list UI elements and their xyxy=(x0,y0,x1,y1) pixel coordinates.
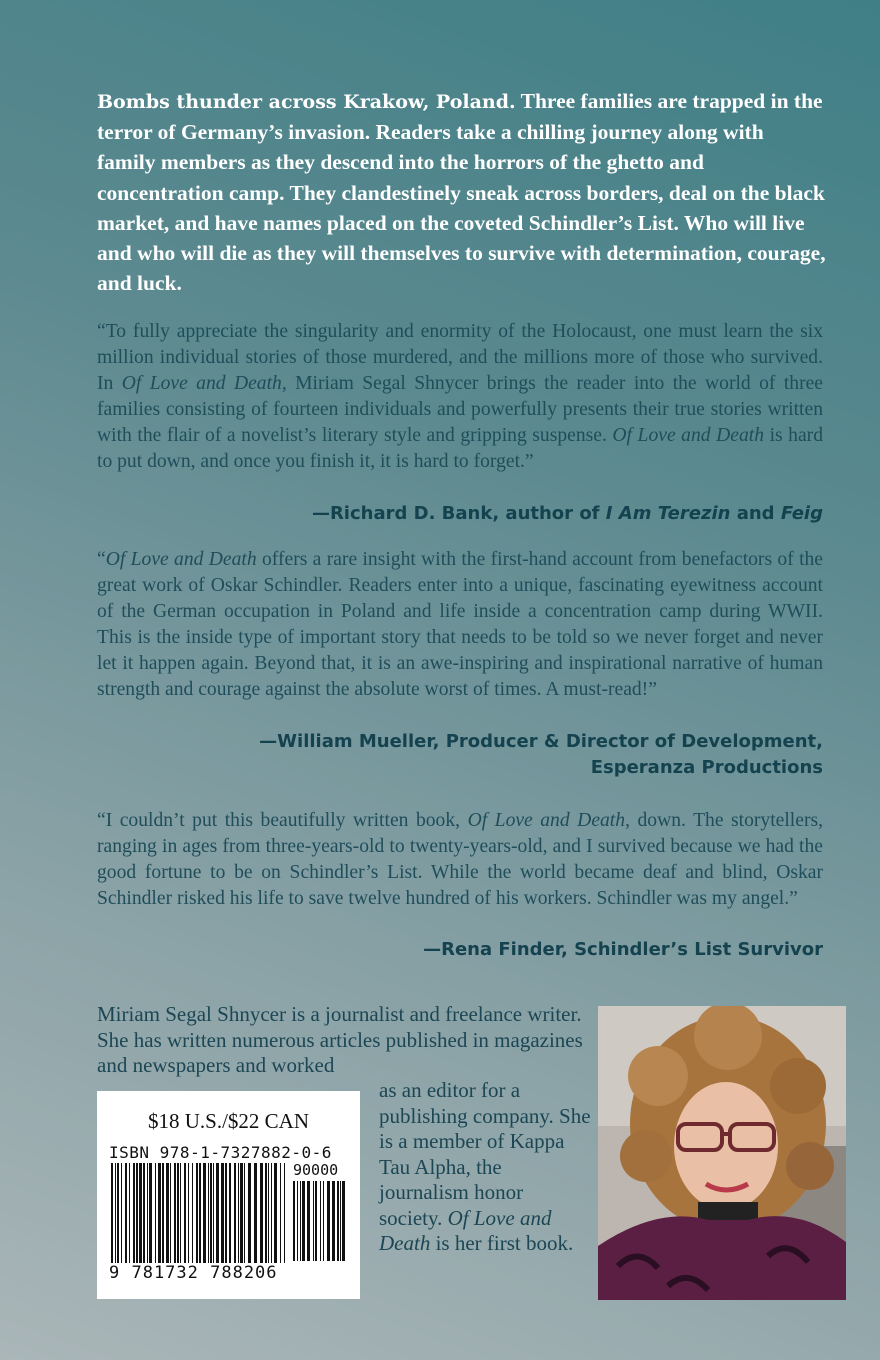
barcode-digits: 9 781732 788206 xyxy=(109,1263,278,1283)
attribution-line: Esperanza Productions xyxy=(590,757,823,778)
quote-bank xyxy=(97,319,823,475)
barcode-bar xyxy=(155,1163,156,1263)
barcode-bar xyxy=(244,1163,245,1263)
barcode-bar xyxy=(133,1163,135,1263)
barcode-bar xyxy=(271,1163,272,1263)
barcode-bar xyxy=(208,1163,209,1263)
barcode-bar xyxy=(162,1163,164,1263)
barcode-bar xyxy=(115,1163,116,1263)
barcode-bar xyxy=(265,1163,267,1263)
barcode-bar xyxy=(216,1163,219,1263)
book-title: Of Love and Death xyxy=(379,1205,552,1255)
barcode-bar xyxy=(203,1163,206,1263)
barcode-bar xyxy=(174,1163,176,1263)
blurb-lead: Bombs thunder across Krakow, Poland. xyxy=(97,91,516,113)
barcode-bar xyxy=(293,1181,295,1261)
barcode-bar xyxy=(323,1181,324,1261)
barcode-bar xyxy=(274,1163,277,1263)
cover-blurb xyxy=(97,86,827,298)
barcode-bar xyxy=(125,1163,127,1263)
barcode-bar xyxy=(280,1163,281,1263)
barcode-bar xyxy=(210,1163,212,1263)
barcode-bar xyxy=(320,1181,321,1261)
blurb-text: Three families are trapped in the terror of Germany’s invasion. Readers take a chilling journey along with family members as they descend into the horrors of the ghetto and concentration camp. They clandestinely sneak across borders, deal on the black market, and have names placed on the coveted Schindler’s List. Who will live and who will die as they will themselves to survive with determination, courage, and luck. xyxy=(97,89,826,296)
addon-barcode-bars xyxy=(293,1181,349,1261)
barcode-bars xyxy=(111,1163,289,1263)
attribution-finder: —Rena Finder, Schindler’s List Survivor xyxy=(423,939,823,960)
book-title: Of Love and Death xyxy=(105,549,257,570)
barcode-bar xyxy=(240,1163,243,1263)
quote-mark: “ xyxy=(97,549,106,570)
barcode-bar xyxy=(313,1181,314,1261)
barcode-bar xyxy=(221,1163,224,1263)
barcode-bar xyxy=(147,1163,148,1263)
barcode-bar xyxy=(188,1163,189,1263)
barcode-bar xyxy=(337,1181,339,1261)
quote-text: , down. The storytellers, ranging in ages from three-years-old to twenty-years-old, and I survived because we had the good fortune to be on Schindler’s List. While the world became deaf and blind, Oskar Schindler risked his life to save twelve hundred of his workers. Schindler was my angel.” xyxy=(97,810,823,909)
barcode-bar xyxy=(254,1163,257,1263)
barcode-bar xyxy=(129,1163,130,1263)
barcode-bar xyxy=(284,1163,285,1263)
barcode-bar xyxy=(248,1163,251,1263)
book-title: Of Love and Death xyxy=(121,373,282,394)
quote-text: offers a rare insight with the first-hand account from benefactors of the great work of Oskar Schindler. Readers enter into a unique, fascinating eyewitness account of the German occupation in Poland and life inside a concentration camp during WWII. This is the inside type of important story that needs to be told so we never forget and never let it happen again. Beyond that, it is an awe-inspiring and inspirational narrative of human strength and courage against the absolute worst of times. A must-read!” xyxy=(97,549,824,700)
barcode-bar xyxy=(192,1163,193,1263)
quote-mueller xyxy=(97,547,823,703)
barcode-bar xyxy=(166,1163,169,1263)
author-photo xyxy=(598,1006,846,1300)
barcode-bar xyxy=(332,1181,335,1261)
attribution-text: —Richard D. Bank, author of xyxy=(311,503,606,524)
attribution-text: and xyxy=(730,503,781,524)
book-title: Of Love and Death xyxy=(612,425,765,446)
barcode-bar xyxy=(117,1163,119,1263)
barcode-bar xyxy=(260,1163,263,1263)
attribution-line: —William Mueller, Producer & Director of Development, xyxy=(259,731,823,752)
barcode-bar xyxy=(149,1163,152,1263)
barcode-bar xyxy=(315,1181,317,1261)
barcode-panel xyxy=(97,1091,360,1299)
barcode-bar xyxy=(180,1163,181,1263)
barcode-bar xyxy=(184,1163,186,1263)
quote-text: “I couldn’t put this beautifully written book, xyxy=(97,810,468,831)
barcode-bar xyxy=(199,1163,201,1263)
bio-text: as an editor for a publishing company. She is a member of Kappa Tau Alpha, the journalism honor society. xyxy=(379,1078,591,1230)
barcode-bar xyxy=(297,1181,298,1261)
quote-text: “To fully appreciate the singularity and enormity of the Holocaust, one must learn the six million individual stories of those murdered, and the millions more of those who survived. In xyxy=(97,321,823,394)
book-title: Feig xyxy=(780,503,823,524)
barcode-bar xyxy=(139,1163,142,1263)
barcode-bar xyxy=(234,1163,236,1263)
quote-finder xyxy=(97,808,823,912)
isbn-label: ISBN 978-1-7327882-0-6 xyxy=(109,1143,332,1162)
barcode-bar xyxy=(177,1163,179,1263)
barcode-bar xyxy=(307,1181,310,1261)
barcode-bar xyxy=(300,1181,301,1261)
barcode-bar xyxy=(196,1163,198,1263)
barcode-bar xyxy=(121,1163,122,1263)
attribution-bank xyxy=(63,501,823,527)
barcode-bar xyxy=(136,1163,138,1263)
barcode-bar xyxy=(268,1163,269,1263)
barcode-bar xyxy=(143,1163,145,1263)
barcode-bar xyxy=(327,1181,330,1261)
attribution-mueller xyxy=(63,729,823,781)
barcode-bar xyxy=(342,1181,345,1261)
price-label: $18 U.S./$22 CAN xyxy=(147,1109,310,1133)
barcode-bar xyxy=(158,1163,161,1263)
author-bio-top: Miriam Segal Shnycer is a journalist and freelance writer. She has written numerous articles published in magazines and newspapers and worked xyxy=(97,1002,583,1077)
barcode-bar xyxy=(213,1163,214,1263)
barcode-bar xyxy=(170,1163,171,1263)
author-bio-side xyxy=(379,1078,591,1257)
book-title: I Am Terezin xyxy=(605,503,731,524)
barcode-bar xyxy=(238,1163,239,1263)
quote-text: is hard to put down, and once you finish it, it is hard to forget.” xyxy=(97,425,823,472)
barcode-bar xyxy=(340,1181,341,1261)
barcode-bar xyxy=(302,1181,305,1261)
barcode-bar xyxy=(111,1163,113,1263)
barcode-bar xyxy=(225,1163,227,1263)
quote-text: , Miriam Segal Shnycer brings the reader into the world of three families consisting of fourteen individuals and powerfully presents their true stories written with the flair of a novelist’s literary style and gripping suspense. xyxy=(97,373,823,446)
bio-text: is her first book. xyxy=(430,1231,574,1255)
barcode-bar xyxy=(229,1163,231,1263)
book-title: Of Love and Death xyxy=(467,810,626,831)
addon-code: 90000 xyxy=(293,1161,339,1179)
author-portrait xyxy=(598,1006,846,1300)
